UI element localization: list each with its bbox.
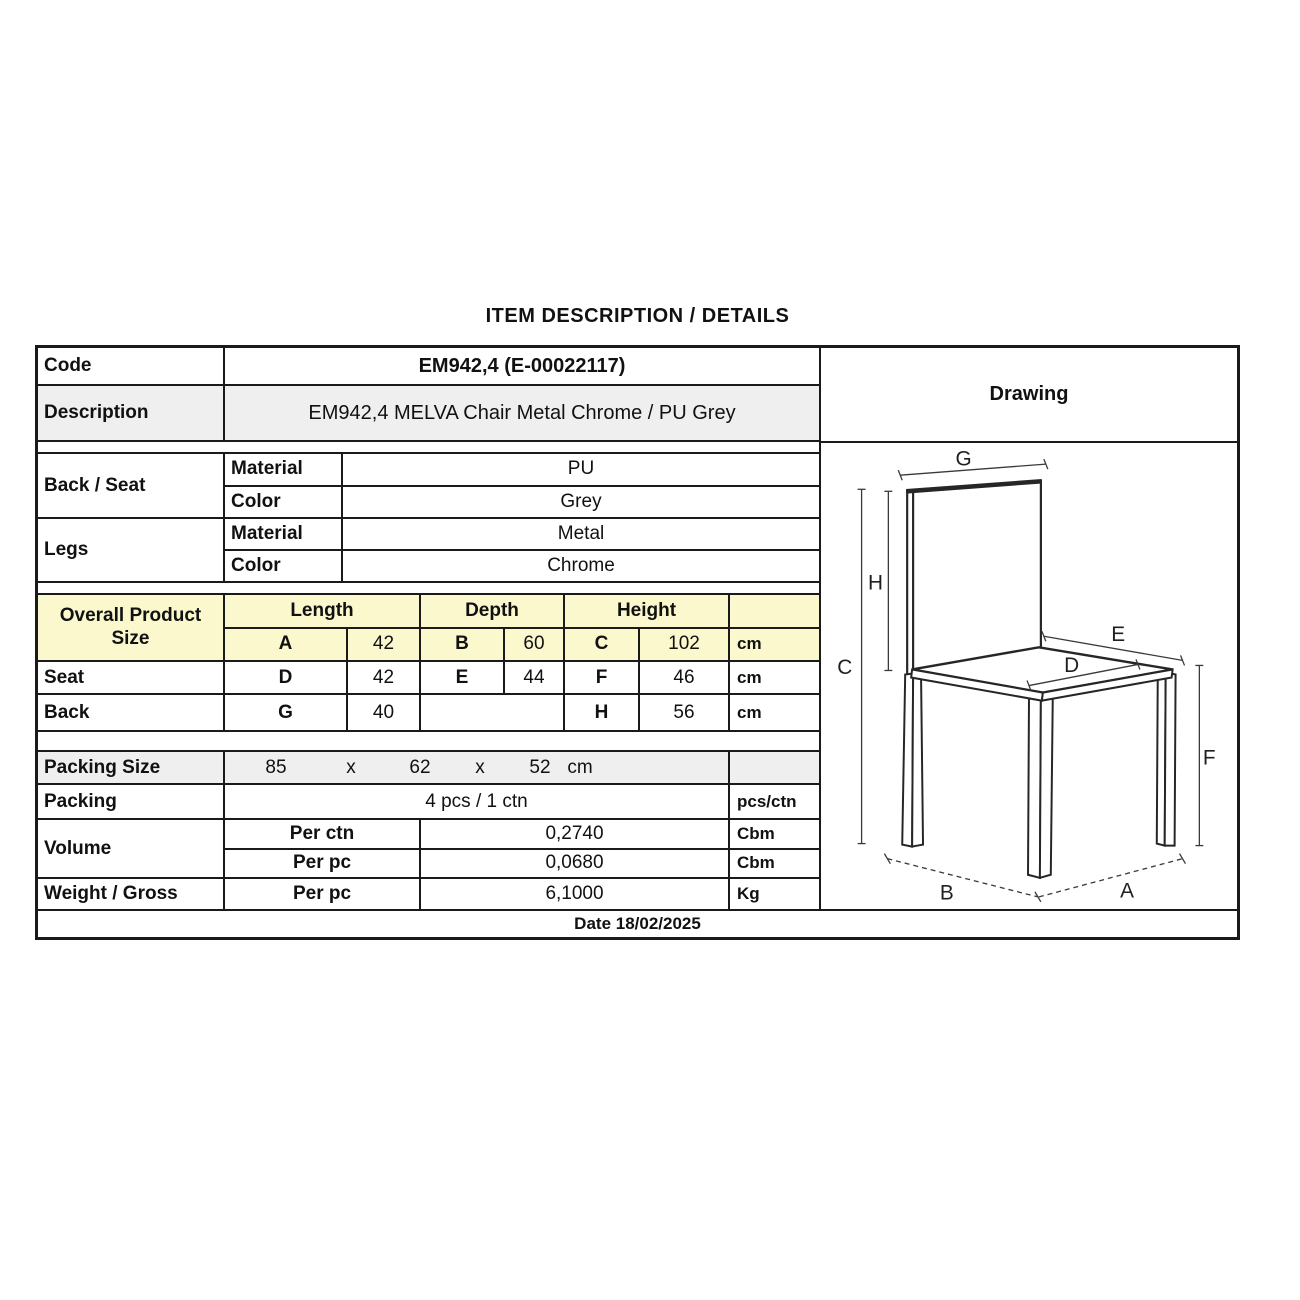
- dim-value-g: 40: [348, 695, 421, 730]
- spacer-row: [38, 583, 819, 595]
- dim-key-g: G: [225, 695, 348, 730]
- back-seat-color-row: [225, 487, 819, 518]
- drawing-header: Drawing: [821, 348, 1237, 443]
- packing-label: Packing: [38, 785, 225, 818]
- volume-section: [38, 820, 819, 879]
- dim-value-b: 60: [505, 629, 565, 661]
- unit-header-cell: [730, 595, 821, 627]
- date-row: Date 18/02/2025: [38, 909, 1237, 937]
- spacer-row: [38, 442, 819, 454]
- spec-table-body: [38, 348, 1237, 909]
- packing-size-height: 52: [529, 756, 551, 778]
- dim-label-b: B: [939, 881, 954, 905]
- per-pc-label: Per pc: [225, 850, 421, 878]
- dim-value-h: 56: [640, 695, 730, 730]
- details-section: [38, 348, 821, 909]
- overall-size-rows: [225, 595, 821, 660]
- dim-value-e: 44: [505, 662, 565, 693]
- seat-label: Seat: [38, 662, 225, 693]
- dim-label-c: C: [837, 655, 853, 680]
- dim-value-a: 42: [348, 629, 421, 661]
- weight-unit: Kg: [737, 884, 760, 903]
- per-pc-value: 0,0680: [421, 850, 730, 878]
- volume-label: Volume: [38, 820, 225, 877]
- unit-cell: cm: [737, 667, 762, 687]
- legs-section: [38, 519, 819, 583]
- volume-per-pc-row: [225, 850, 819, 878]
- height-header: Height: [565, 595, 730, 627]
- empty-unit-cell: [730, 752, 821, 783]
- volume-rows: [225, 820, 819, 877]
- unit-cell: cm: [737, 634, 762, 654]
- description-label: Description: [38, 386, 225, 440]
- per-ctn-value: 0,2740: [421, 820, 730, 848]
- legs-rows: [225, 519, 819, 581]
- weight-per-pc-label: Per pc: [225, 879, 421, 909]
- packing-row: [38, 785, 819, 820]
- length-header: Length: [225, 595, 421, 627]
- overall-size-section: [38, 595, 819, 662]
- dim-key-f: F: [565, 662, 640, 693]
- packing-unit: pcs/ctn: [737, 791, 797, 811]
- dim-key-b: B: [421, 629, 505, 661]
- spacer-row: [38, 732, 819, 752]
- legs-material-value: Metal: [557, 523, 605, 544]
- packing-size-label: Packing Size: [38, 752, 225, 783]
- empty-cell: [421, 695, 565, 730]
- back-label: Back: [38, 695, 225, 730]
- description-row: [38, 386, 819, 442]
- code-value: EM942,4 (E-00022117): [418, 354, 626, 377]
- dim-value-c: 102: [640, 629, 730, 661]
- material-label: Material: [225, 519, 343, 549]
- chair-drawing: [821, 443, 1237, 909]
- back-seat-label: Back / Seat: [38, 454, 225, 517]
- dim-label-f: F: [1202, 746, 1216, 770]
- dim-label-h: H: [867, 571, 883, 595]
- packing-size-width: 62: [409, 756, 431, 778]
- dim-label-g: G: [955, 447, 972, 471]
- per-pc-unit: Cbm: [737, 853, 775, 873]
- dim-key-e: E: [421, 662, 505, 693]
- dim-key-c: C: [565, 629, 640, 661]
- back-seat-rows: [225, 454, 819, 517]
- packing-value: 4 pcs / 1 ctn: [225, 785, 730, 818]
- drawing-canvas: [821, 443, 1237, 909]
- dim-value-f: 46: [640, 662, 730, 693]
- back-seat-section: [38, 454, 819, 519]
- material-label: Material: [225, 454, 343, 485]
- back-seat-color-value: Grey: [560, 490, 602, 512]
- description-value: EM942,4 MELVA Chair Metal Chrome / PU Grey: [308, 401, 736, 424]
- back-seat-material-value: PU: [567, 458, 595, 480]
- code-row: [38, 348, 819, 386]
- per-ctn-unit: Cbm: [737, 823, 775, 843]
- dim-key-d: D: [225, 662, 348, 693]
- overall-size-label: Overall Product Size: [38, 595, 225, 660]
- packing-size-separator: x: [475, 756, 485, 778]
- weight-value: 6,1000: [421, 879, 730, 909]
- per-ctn-label: Per ctn: [225, 820, 421, 848]
- legs-label: Legs: [38, 519, 225, 581]
- packing-size-length: 85: [265, 756, 287, 778]
- dim-key-a: A: [225, 629, 348, 661]
- dim-label-a: A: [1120, 879, 1134, 903]
- packing-size-row: [38, 752, 819, 785]
- color-label: Color: [225, 551, 343, 581]
- dim-key-h: H: [565, 695, 640, 730]
- size-header-row: [225, 595, 821, 629]
- code-label: Code: [38, 348, 225, 384]
- back-row: [38, 695, 819, 732]
- legs-color-row: [225, 551, 819, 581]
- depth-header: Depth: [421, 595, 565, 627]
- back-seat-material-row: [225, 454, 819, 487]
- unit-cell: cm: [737, 702, 762, 722]
- spec-table: [35, 345, 1240, 940]
- packing-size-unit: cm: [567, 756, 593, 778]
- weight-row: [38, 879, 819, 909]
- legs-color-value: Chrome: [547, 555, 615, 576]
- seat-row: [38, 662, 819, 695]
- packing-size-values: [225, 752, 730, 783]
- dim-label-e: E: [1111, 622, 1126, 646]
- page-title: ITEM DESCRIPTION / DETAILS: [485, 305, 790, 327]
- dim-value-d: 42: [348, 662, 421, 693]
- color-label: Color: [225, 487, 343, 518]
- legs-material-row: [225, 519, 819, 551]
- overall-size-values-row: [225, 629, 821, 661]
- volume-per-ctn-row: [225, 820, 819, 850]
- packing-size-separator: x: [346, 756, 356, 778]
- weight-label: Weight / Gross: [38, 879, 225, 909]
- drawing-panel: [821, 348, 1237, 909]
- dim-label-d: D: [1064, 653, 1080, 678]
